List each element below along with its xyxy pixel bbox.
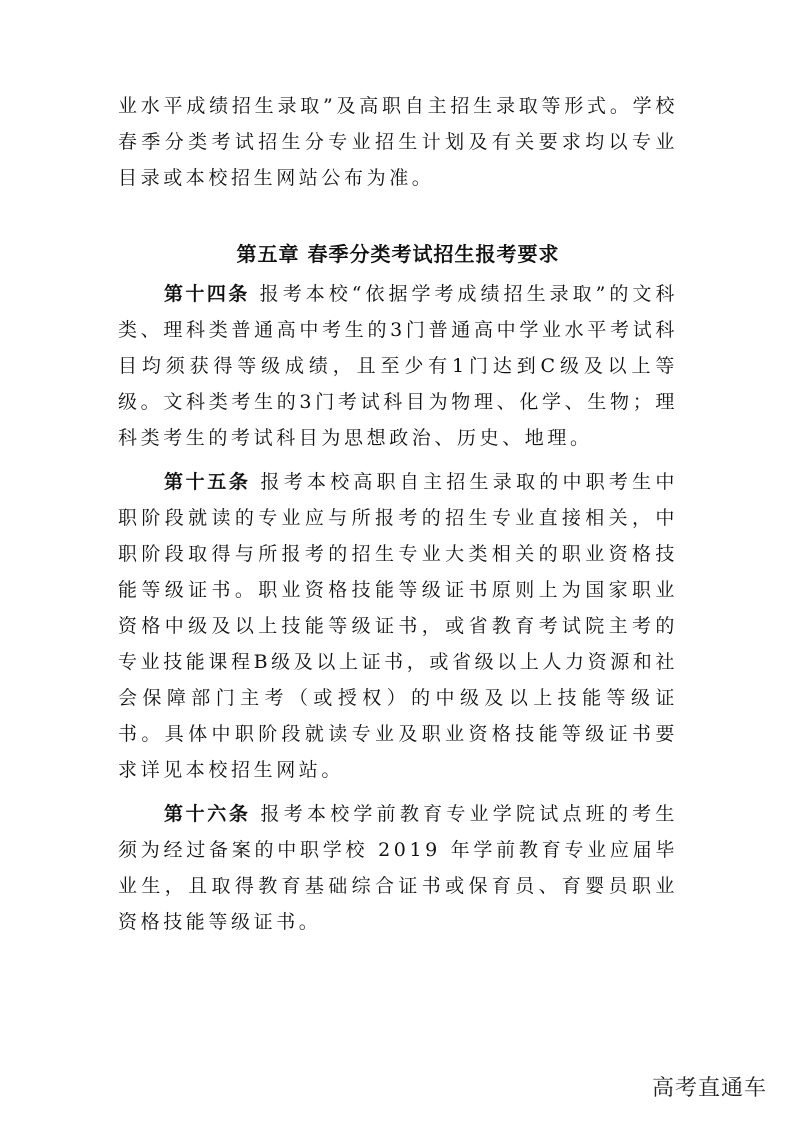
document-body: [118, 88, 678, 940]
article-16: [118, 796, 678, 940]
article-14-label: 第十四条: [164, 283, 250, 305]
article-15: [118, 464, 678, 788]
article-14: [118, 276, 678, 456]
article-15-text: 报考本校高职自主招生录取的中职考生中职阶段就读的专业应与所报考的招生专业直接相关，中职阶段取得与所报考的招生专业大类相关的职业资格技能等级证书。职业资格技能等级证书原则上为国家职业资格中级及以上技能等级证书，或省教育考试院主考的专业技能课程B级及以上证书，或省级以上人力资源和社会保障部门主考（或授权）的中级及以上技能等级证书。具体中职阶段就读专业及职业资格技能等级证书要求详见本校招生网站。: [118, 471, 678, 781]
article-16-text: 报考本校学前教育专业学院试点班的考生须为经过备案的中职学校 2019 年学前教育专业应届毕业生，且取得教育基础综合证书或保育员、育婴员职业资格技能等级证书。: [118, 803, 678, 933]
article-14-text: 报考本校“依据学考成绩招生录取”的文科类、理科类普通高中考生的3门普通高中学业水平考试科目均须获得等级成绩，且至少有1门达到C级及以上等级。文科类考生的3门考试科目为物理、化学、生物；理科类考生的考试科目为思想政治、历史、地理。: [118, 283, 678, 449]
article-16-label: 第十六条: [164, 803, 251, 825]
watermark-text: 高考直通车: [651, 1076, 767, 1101]
intro-paragraph: 业水平成绩招生录取”及高职自主招生录取等形式。学校春季分类考试招生分专业招生计划及有关要求均以专业目录或本校招生网站公布为准。: [118, 95, 678, 189]
chapter-title: 第五章 春季分类考试招生报考要求: [236, 242, 560, 266]
article-15-label: 第十五条: [164, 471, 251, 493]
